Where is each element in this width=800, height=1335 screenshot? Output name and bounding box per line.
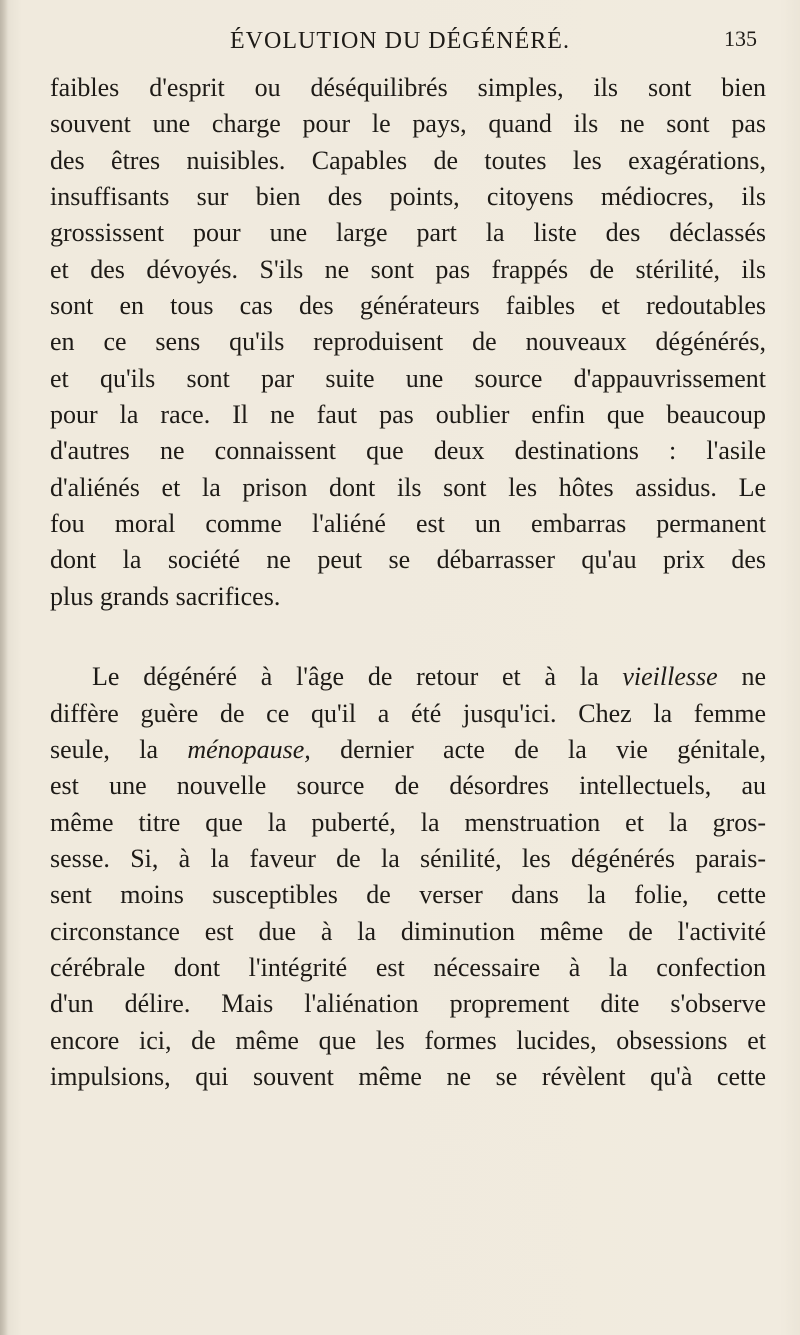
text-line: même titre que la puberté, la menstruation et la gros- — [50, 807, 766, 837]
text-line — [50, 732, 766, 768]
text-line: dont la société ne peut se débarrasser qu'au prix des — [50, 545, 766, 575]
text-line: est une nouvelle source de désordres intellectuels, au — [50, 771, 766, 801]
body-text — [50, 70, 766, 1095]
text-line: sent moins susceptibles de verser dans la folie, cette — [50, 880, 766, 910]
text-line: impulsions, qui souvent même ne se révèlent qu'à cette — [50, 1061, 766, 1091]
text-line: et des dévoyés. S'ils ne sont pas frappés de stérilité, ils — [50, 254, 766, 284]
text-line: diffère guère de ce qu'il a été jusqu'ici. Chez la femme — [50, 698, 766, 728]
text-line: pour la race. Il ne faut pas oublier enfin que beaucoup — [50, 400, 766, 430]
text-line: circonstance est due à la diminution même de l'activité — [50, 916, 766, 946]
text-line: souvent une charge pour le pays, quand ils ne sont pas — [50, 109, 766, 139]
binding-shadow — [0, 0, 8, 1335]
text-run: seule, la — [50, 734, 188, 764]
italic-term-vieillesse: vieillesse — [622, 662, 718, 692]
text-line: d'autres ne connaissent que deux destinations : l'asile — [50, 436, 766, 466]
text-line: fou moral comme l'aliéné est un embarras permanent — [50, 509, 766, 539]
text-line: encore ici, de même que les formes lucides, obsessions et — [50, 1025, 766, 1055]
text-line: en ce sens qu'ils reproduisent de nouveaux dégénérés, — [50, 327, 766, 357]
text-line: cérébrale dont l'intégrité est nécessaire à la confection — [50, 952, 766, 982]
text-line: grossissent pour une large part la liste des déclassés — [50, 218, 766, 248]
text-line: sesse. Si, à la faveur de la sénilité, les dégénérés parais- — [50, 843, 766, 873]
text-line: sont en tous cas des générateurs faibles et redoutables — [50, 291, 766, 321]
italic-term-menopause: ménopause, — [187, 734, 311, 764]
text-line: des êtres nuisibles. Capables de toutes les exagérations, — [50, 145, 766, 175]
text-line: d'aliénés et la prison dont ils sont les hôtes assidus. Le — [50, 472, 766, 502]
running-head: ÉVOLUTION DU DÉGÉNÉRÉ. — [230, 28, 570, 54]
text-run: Le dégénéré à l'âge de retour et à la — [92, 662, 623, 692]
text-line: faibles d'esprit ou déséquilibrés simples, ils sont bien — [50, 73, 766, 102]
text-run: ne — [717, 662, 766, 692]
text-run: dernier acte de la vie génitale, — [310, 734, 766, 764]
text-line: et qu'ils sont par suite une source d'appauvrissement — [50, 363, 766, 393]
paragraph-gap — [50, 615, 766, 659]
text-line: insuffisants sur bien des points, citoyens médiocres, ils — [50, 182, 766, 212]
text-line-first — [50, 659, 766, 695]
page-number: 135 — [724, 26, 757, 51]
text-line-last: plus grands sacrifices. — [50, 581, 281, 611]
paragraph-1 — [50, 70, 766, 615]
text-line: d'un délire. Mais l'aliénation proprement dite s'observe — [50, 989, 766, 1019]
paragraph-2 — [50, 659, 766, 1095]
